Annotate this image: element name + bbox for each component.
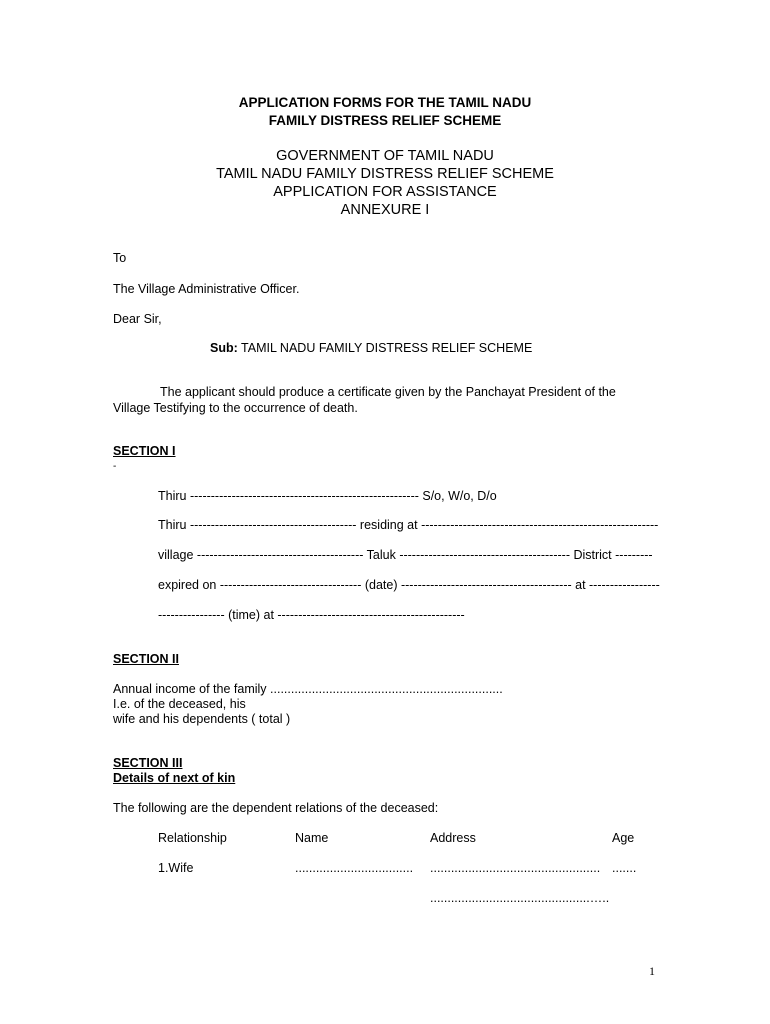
title-line-1: APPLICATION FORMS FOR THE TAMIL NADU: [238, 95, 532, 110]
paragraph-line-1: The applicant should produce a certificate given by the Panchayat President of the: [160, 385, 616, 399]
section-1-line-5: ---------------- (time) at ---------------------------------------------: [158, 608, 465, 622]
gov-line-1: GOVERNMENT OF TAMIL NADU: [276, 148, 494, 164]
gov-line-4: ANNEXURE I: [340, 202, 430, 218]
recipient-line: The Village Administrative Officer.: [113, 282, 300, 296]
column-header-address: Address: [430, 831, 476, 845]
section-1-heading: SECTION I: [113, 444, 176, 458]
row-1-name: ..................................: [295, 861, 414, 875]
salutation-line: Dear Sir,: [113, 312, 162, 326]
row-1-address-continued: ..............................................…..: [430, 891, 610, 905]
paragraph-line-2: Village Testifying to the occurrence of death.: [113, 401, 358, 415]
section-3-intro: The following are the dependent relations of the deceased:: [113, 801, 439, 815]
to-line: To: [113, 251, 127, 265]
title-line-2: FAMILY DISTRESS RELIEF SCHEME: [268, 113, 502, 128]
column-header-relationship: Relationship: [158, 831, 227, 845]
page-number: 1: [649, 964, 655, 978]
subject-text: TAMIL NADU FAMILY DISTRESS RELIEF SCHEME: [241, 341, 533, 355]
column-header-name: Name: [295, 831, 329, 845]
section-1-line-4: expired on ---------------------------------- (date) ----------------------------------------- at -----------------: [158, 578, 660, 592]
section-1-line-1: Thiru ------------------------------------------------------- S/o, W/o, D/o: [158, 489, 497, 503]
section-2-line-3: wife and his dependents ( total ): [113, 712, 291, 726]
subject-label: Sub:: [210, 341, 238, 355]
section-1-line-2: Thiru ---------------------------------------- residing at ---------------------------------------------------------: [158, 518, 659, 532]
section-3-heading: SECTION III: [113, 756, 183, 770]
gov-line-2: TAMIL NADU FAMILY DISTRESS RELIEF SCHEME: [216, 166, 554, 182]
row-1-relationship: 1.Wife: [158, 861, 194, 875]
column-header-age: Age: [612, 831, 635, 845]
section-1-line-3: village ---------------------------------------- Taluk ----------------------------------------- District ---------: [158, 548, 653, 562]
section-1-mark: -: [113, 461, 117, 472]
section-2-line-2: I.e. of the deceased, his: [113, 697, 246, 711]
row-1-address: .................................................: [430, 861, 601, 875]
section-3-subheading: Details of next of kin: [113, 771, 236, 785]
row-1-age: .......: [612, 861, 637, 875]
subject-line: [210, 341, 532, 355]
gov-line-3: APPLICATION FOR ASSISTANCE: [273, 184, 497, 200]
section-2-heading: SECTION II: [113, 652, 179, 666]
section-2-line-1: Annual income of the family ...................................................................: [113, 682, 503, 696]
